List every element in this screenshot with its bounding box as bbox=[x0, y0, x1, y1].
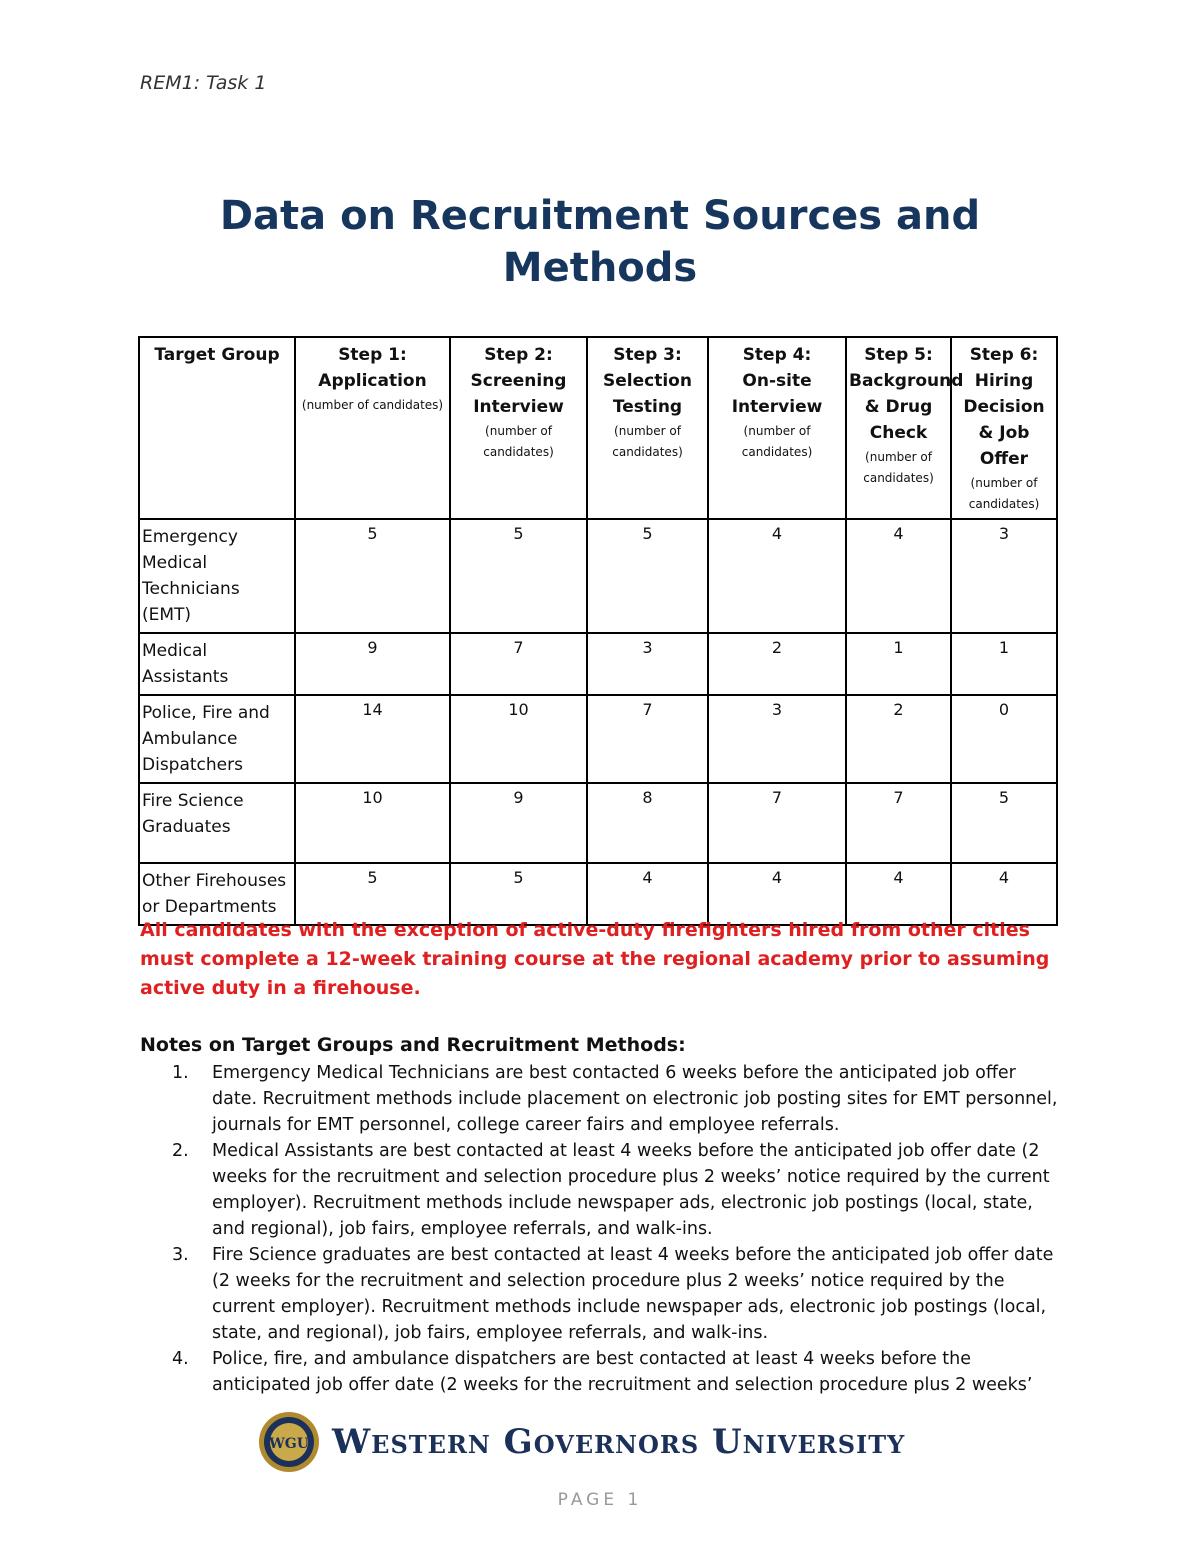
list-text: Fire Science graduates are best contacted at least 4 weeks before the anticipated job offer date (2 weeks for the recruitment and selection procedure plus 2 weeks’ notice required by the current employer). Recruitment methods include newspaper ads, electronic job postings (local, state, and regional), job fairs, employee referrals, and walk-ins. bbox=[212, 1245, 1054, 1343]
value-cell: 0 bbox=[951, 695, 1057, 783]
value-cell: 10 bbox=[295, 783, 450, 863]
value-cell: 14 bbox=[295, 695, 450, 783]
header-step-6: Step 6: Hiring Decision & Job Offer (number of candidates) bbox=[951, 337, 1057, 519]
value-cell: 3 bbox=[708, 695, 846, 783]
list-index: 4. bbox=[172, 1349, 189, 1369]
header-step-4: Step 4: On-site Interview (number of candidates) bbox=[708, 337, 846, 519]
group-cell: Police, Fire and Ambulance Dispatchers bbox=[139, 695, 295, 783]
value-cell: 2 bbox=[846, 695, 951, 783]
header-target-group: Target Group bbox=[139, 337, 295, 519]
table-row bbox=[139, 695, 1057, 783]
value-cell: 7 bbox=[450, 633, 587, 695]
value-cell: 7 bbox=[587, 695, 708, 783]
value-cell: 5 bbox=[295, 519, 450, 633]
value-cell: 4 bbox=[846, 519, 951, 633]
header-step-1: Step 1: Application (number of candidates) bbox=[295, 337, 450, 519]
wgu-logo bbox=[258, 1410, 905, 1474]
value-cell: 5 bbox=[587, 519, 708, 633]
value-cell: 4 bbox=[708, 519, 846, 633]
group-cell: Medical Assistants bbox=[139, 633, 295, 695]
value-cell: 7 bbox=[708, 783, 846, 863]
value-cell: 9 bbox=[450, 783, 587, 863]
header-step-3: Step 3: Selection Testing (number of candidates) bbox=[587, 337, 708, 519]
table-row bbox=[139, 519, 1057, 633]
logo-text: Western Governors University bbox=[332, 1422, 906, 1462]
list-item bbox=[140, 1060, 1060, 1138]
page-number: PAGE 1 bbox=[557, 1490, 643, 1510]
recruitment-table bbox=[138, 336, 1058, 926]
value-cell: 5 bbox=[295, 863, 450, 925]
notes-list bbox=[140, 1060, 1060, 1398]
value-cell: 5 bbox=[450, 863, 587, 925]
table-row bbox=[139, 783, 1057, 863]
training-notice: All candidates with the exception of active-duty firefighters hired from other cities must complete a 12-week training course at the regional academy prior to assuming active duty in a firehouse. bbox=[140, 919, 1050, 999]
list-item bbox=[140, 1138, 1060, 1242]
list-text: Medical Assistants are best contacted at least 4 weeks before the anticipated job offer date (2 weeks for the recruitment and selection procedure plus 2 weeks’ notice required by the current employer). Recruitment methods include newspaper ads, electronic job postings (local, state, and regional), job fairs, employee referrals, and walk-ins. bbox=[212, 1141, 1050, 1239]
value-cell: 2 bbox=[708, 633, 846, 695]
list-item bbox=[140, 1242, 1060, 1346]
list-text: Emergency Medical Technicians are best contacted 6 weeks before the anticipated job offer date. Recruitment methods include placement on electronic job posting sites for EMT personnel, journals for EMT personnel, college career fairs and employee referrals. bbox=[212, 1063, 1058, 1135]
value-cell: 5 bbox=[450, 519, 587, 633]
seal-text: WGU bbox=[269, 1436, 309, 1452]
header-step-5: Step 5: Background & Drug Check (number of candidates) bbox=[846, 337, 951, 519]
value-cell: 4 bbox=[587, 863, 708, 925]
table-header-row bbox=[139, 337, 1057, 519]
table-row bbox=[139, 633, 1057, 695]
value-cell: 7 bbox=[846, 783, 951, 863]
value-cell: 1 bbox=[846, 633, 951, 695]
list-index: 1. bbox=[172, 1063, 189, 1083]
notes-heading: Notes on Target Groups and Recruitment Methods: bbox=[140, 1034, 686, 1056]
group-cell: Fire Science Graduates bbox=[139, 783, 295, 863]
value-cell: 3 bbox=[587, 633, 708, 695]
list-text: Police, fire, and ambulance dispatchers are best contacted at least 4 weeks before the anticipated job offer date (2 weeks for the recruitment and selection procedure plus 2 weeks’ bbox=[212, 1349, 1033, 1395]
wgu-seal-icon bbox=[258, 1411, 320, 1473]
header-step-2: Step 2: Screening Interview (number of candidates) bbox=[450, 337, 587, 519]
value-cell: 8 bbox=[587, 783, 708, 863]
value-cell: 4 bbox=[708, 863, 846, 925]
document-title: Data on Recruitment Sources and Methods bbox=[219, 193, 981, 291]
value-cell: 9 bbox=[295, 633, 450, 695]
list-item bbox=[140, 1346, 1060, 1398]
value-cell: 10 bbox=[450, 695, 587, 783]
value-cell: 4 bbox=[951, 863, 1057, 925]
value-cell: 3 bbox=[951, 519, 1057, 633]
value-cell: 4 bbox=[846, 863, 951, 925]
list-index: 2. bbox=[172, 1141, 189, 1161]
header-label: REM1: Task 1 bbox=[140, 72, 267, 94]
value-cell: 1 bbox=[951, 633, 1057, 695]
list-index: 3. bbox=[172, 1245, 189, 1265]
value-cell: 5 bbox=[951, 783, 1057, 863]
group-cell: Emergency Medical Technicians (EMT) bbox=[139, 519, 295, 633]
group-cell: Other Firehouses or Departments bbox=[139, 863, 295, 925]
